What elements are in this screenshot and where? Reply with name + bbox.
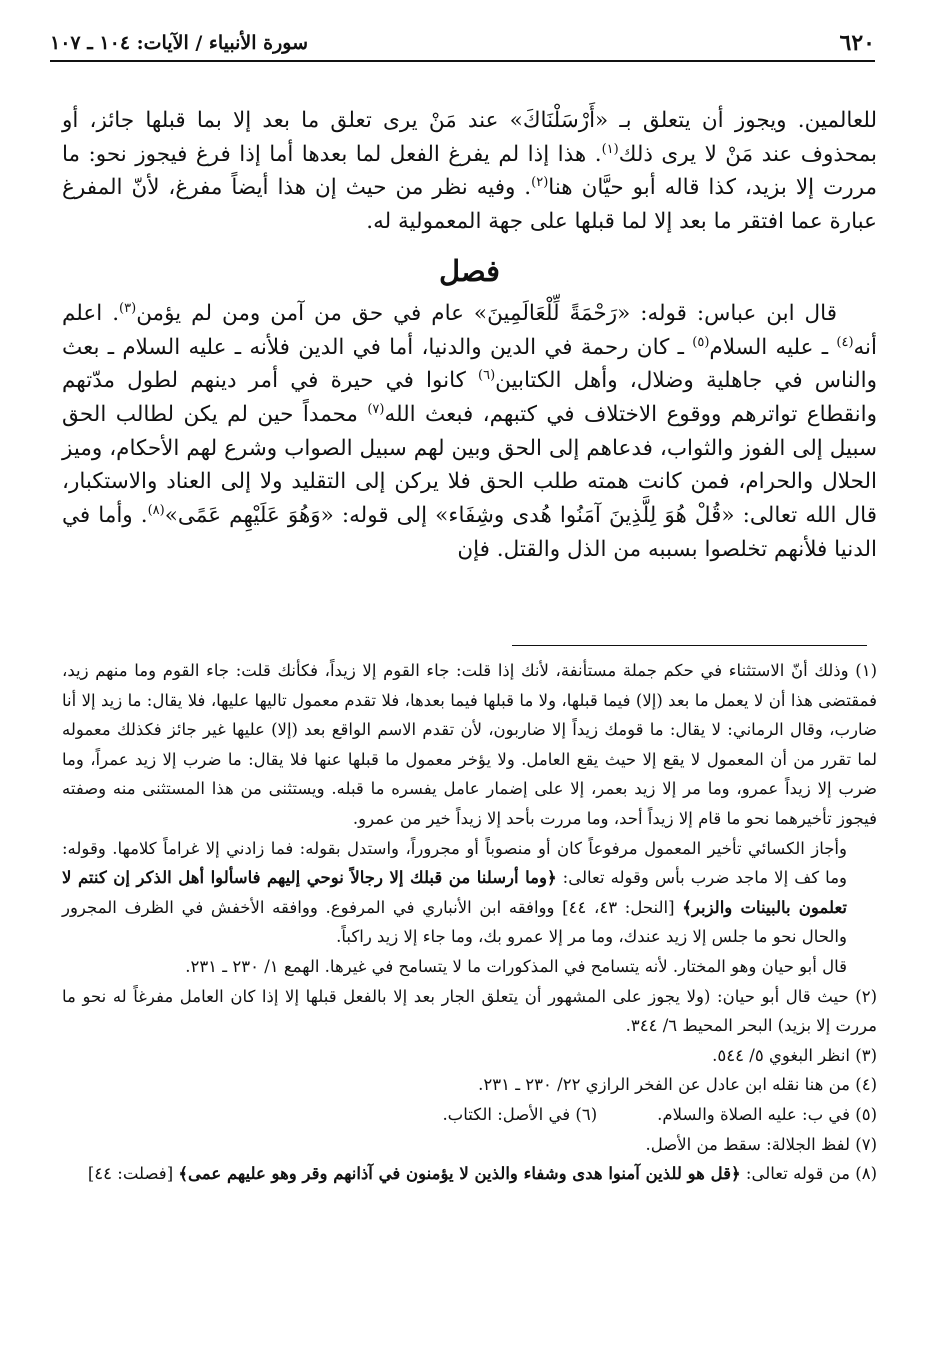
- footnote-2: (٢) حيث قال أبو حيان: (ولا يجوز على المشهور أن يتعلق الجار بعد إلا بالفعل قبلها إلا إذا كان العامل مفرغاً له نحو ما مررت إلا بزيد) البحر المحيط ٦/ ٣٤٤.: [62, 986, 877, 1036]
- section-title: فصل: [439, 253, 500, 288]
- footnote-1-conclusion: قال أبو حيان وهو المختار. لأنه يتسامح في المذكورات ما لا يتسامح في غيرها. الهمع ١/ ٢٣٠ ـ ٢٣١.: [185, 956, 847, 976]
- text-run: للعالمين. ويجوز أن يتعلق بـ «أَرْسَلْنَاكَ» عند مَنْ يرى تعلق ما بعد إلا بما قبلها جائز، أو بمحذوف عند مَنْ لا يرى ذلك: [62, 108, 877, 167]
- footnote-ref: (٦): [478, 368, 496, 384]
- text-run: محمداً حين لم يكن لطالب الحق سبيل إلى الفوز والثواب، فدعاهم إلى الحق وبين لهم سبيل الصواب وشرع لهم الأحكام، وميز الحلال والحرام، فمن كانت همته طلب الحق فلا يركن إلى التقليد ولا إلى العناد والاستكبار، قال الله تعالى: «قُلْ هُوَ لِلَّذِينَ آمَنُوا هُدى وشِفَاء» إلى قوله: «وَهُوَ عَلَيْهِم عَمًى»: [62, 401, 878, 529]
- text-run: قال ابن عباس: قوله: «رَحْمَةً لِّلْعَالَمِينَ» عام في حق من آمن ومن لم يؤمن: [136, 300, 837, 326]
- footnote-7: (٧) لفظ الجلالة: سقط من الأصل.: [645, 1134, 877, 1154]
- footnote-ref: (١): [601, 141, 619, 157]
- text-run: وأجاز الكسائي تأخير المعمول مرفوعاً كان أو منصوباً أو مجروراً، واستدل بقوله: فما زادني إلا غراماً كلامها. وقوله: وما كف إلا ماجد ضرب بأس وقوله تعالى:: [62, 838, 848, 888]
- footnote-row-5-6: [62, 1100, 877, 1130]
- footnote-ref: (٤): [836, 334, 854, 350]
- footnote-3: (٣) انظر البغوي ٥/ ٥٤٤.: [712, 1045, 877, 1065]
- text-run: . اعلم أنه: [62, 300, 878, 360]
- footnote-ref: (٣): [119, 300, 137, 316]
- text-run: (٨) من قوله تعالى:: [740, 1164, 877, 1184]
- page-number: ٦٢٠: [839, 30, 875, 56]
- running-title: سورة الأنبياء / الآيات: ١٠٤ ـ ١٠٧: [50, 32, 308, 54]
- text-run: . وأما في الدنيا فلأنهم تخلصوا بسببه من الذل والقتل. فإن: [62, 503, 877, 562]
- text-run: ـ عليه السلام: [709, 334, 837, 360]
- footnote-4: (٤) من هنا نقله ابن عادل عن الفخر الرازي ٢٢/ ٢٣٠ ـ ٢٣١.: [478, 1075, 877, 1095]
- main-text: [62, 104, 877, 566]
- paragraph-1: [62, 104, 877, 239]
- text-run: [فصلت: ٤٤]: [87, 1164, 179, 1184]
- footnote-ref: (٧): [367, 401, 385, 417]
- footnotes: [62, 656, 877, 1189]
- footnote-ref: (٢): [531, 175, 549, 191]
- footnote-5: (٥) في ب: عليه الصلاة والسلام.: [657, 1104, 877, 1124]
- paragraph-2: [62, 297, 877, 567]
- text-run: [النحل: ٤٣، ٤٤] ووافقه ابن الأنباري في المرفوع. ووافقه الأخفش في الظرف المجرور والحال نحو ما جلس إلا زيد عندك، وما مر إلا عمرو بك، وما جاء إلا زيد راكباً.: [62, 897, 847, 947]
- footnote-1: (١) وذلك أنّ الاستثناء في حكم جملة مستأنفة، لأنك إذا قلت: جاء القوم إلا زيداً، فكأنك قلت: جاء القوم وما منهم زيد، فمقتضى هذا أن لا يعمل ما بعد (إلا) فيما قبلها، ولا ما قبلها فيما بعدها، فلا تقدم معمول تاليها عليها، فلا يقال: ما زيد إلا أنا ضارب، وقال الرماني: لا يقال: ما قومك زيداً إلا ضاربون، لأن تقدم الاسم الواقع بعد (إلا) عليها غير جائز فكذلك معموله لما تقرر من أن المعمول لا يقع إلا حيث يقع العامل. ولا يؤخر معمول ما قبلها عنها فلا يقال: ما ضرب إلا زيد عمراً، وما ضرب إلا زيداً عمرو، وما مر إلا زيد بعمر، إلا على إضمار عامل يفسره ما قبله. ويستثنى من هذا المستثنى منه وصفته فيجوز تأخيرهما نحو ما قام إلا زيداً أحد، وما مررت بأحد إلا زيداً خير من عمرو.: [62, 661, 877, 828]
- page-header: [50, 26, 875, 62]
- footnote-1-continued: [62, 834, 877, 952]
- text-run: . هذا إذا لم يفرغ الفعل لما بعدها أما إذا فرغ فيجوز نحو: ما مررت إلا بزيد، كذا قاله أبو حيَّان هنا: [62, 141, 877, 201]
- footnote-ref: (٥): [692, 334, 710, 350]
- text-run: ـ كان رحمة في الدين والدنيا، أما في الدين فلأنه ـ عليه السلام ـ بعث والناس في جاهلية وضلال، وأهل الكتابين: [62, 334, 877, 394]
- footnote-divider: [512, 645, 867, 646]
- footnote-ref: (٨): [147, 502, 165, 518]
- text-run: . وفيه نظر من حيث إن هذا أيضاً مفرغ، لأنّ المفرغ عبارة عما افتقر ما بعد إلا لما قبلها على جهة المعمولية له.: [62, 175, 877, 235]
- text-run: كانوا في حيرة في أمر دينهم لطول مدّتهم وانقطاع تواترهم ووقوع الاختلاف في كتبهم، فبعث الله: [62, 368, 877, 427]
- quran-quote: ﴿وما أرسلنا من قبلك إلا رجالاً نوحي إليهم فاسألوا أهل الذكر إن كنتم لا تعلمون بالبينات والزبر﴾: [62, 868, 847, 917]
- footnote-8: [62, 1159, 877, 1189]
- quran-quote: ﴿قل هو للذين آمنوا هدى وشفاء والذين لا يؤمنون في آذانهم وقر وهو عليهم عمى﴾: [178, 1164, 741, 1184]
- footnote-6: (٦) في الأصل: الكتاب.: [442, 1104, 598, 1124]
